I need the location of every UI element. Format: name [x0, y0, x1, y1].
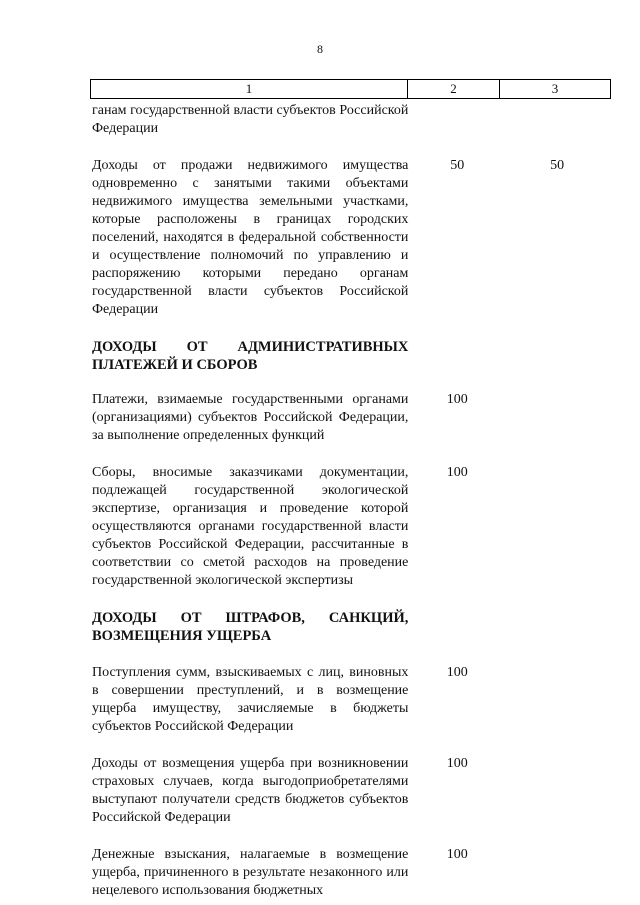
table-row — [92, 464, 612, 590]
section-heading-text: ДОХОДЫ ОТ АДМИНИСТРАТИВНЫХ ПЛАТЕЖЕЙ И СБОРОВ — [92, 339, 409, 373]
page-number: 8 — [317, 42, 323, 56]
table-row — [92, 391, 612, 445]
table-row — [92, 846, 612, 900]
row-description: ганам государственной власти субъектов Российской Федерации — [92, 103, 409, 136]
row-value-col2: 100 — [446, 665, 468, 680]
row-value-col2: 100 — [446, 756, 468, 771]
section-heading-text: ДОХОДЫ ОТ ШТРАФОВ, САНКЦИЙ, ВОЗМЕЩЕНИЯ УЩЕРБА — [92, 610, 409, 644]
column-3-header: 3 — [500, 80, 611, 99]
table-row — [92, 755, 612, 827]
row-description: Денежные взыскания, налагаемые в возмещение ущерба, причиненного в результате незаконного или нецелевого использования бюджетных — [92, 847, 409, 898]
row-description: Доходы от продажи недвижимого имущества одновременно с занятыми такими объектами недвижимого имущества земельными участками, которые расположены в границах городских поселений, находятся в федеральной собственности и осуществление полномочий по управлению и распоряжению которыми передано органам государственной власти субъектов Российской Федерации — [92, 158, 409, 317]
column-2-header: 2 — [408, 80, 500, 99]
row-value-col2: 100 — [446, 847, 468, 862]
row-value-col2: 100 — [446, 392, 468, 407]
table-header — [90, 79, 611, 99]
row-description: Доходы от возмещения ущерба при возникновении страховых случаев, когда выгодоприобретателями выступают получатели средств бюджетов субъектов Российской Федерации — [92, 756, 409, 825]
row-description: Поступления сумм, взыскиваемых с лиц, виновных в совершении преступлений, и в возмещение ущерба имуществу, зачисляемые в бюджеты субъектов Российской Федерации — [92, 665, 409, 734]
column-1-header: 1 — [91, 80, 408, 99]
table-row — [92, 102, 612, 138]
table-row — [92, 157, 612, 319]
row-value-col3: 50 — [550, 158, 565, 173]
row-value-col2: 100 — [446, 465, 468, 480]
section-heading — [92, 609, 612, 645]
section-heading — [92, 338, 612, 374]
row-description: Сборы, вносимые заказчиками документации, подлежащей государственной экологической экспертизе, организация и проведение которой осуществляются органами государственной власти субъектов Российской Федерации, рассчитанные в соответствии со сметой расходов на проведение государственной экологической экспертизы — [92, 465, 409, 588]
row-value-col2: 50 — [450, 158, 465, 173]
table-body — [92, 102, 612, 900]
table-row — [92, 664, 612, 736]
row-description: Платежи, взимаемые государственными органами (организациями) субъектов Российской Федерации, за выполнение определенных функций — [92, 392, 409, 443]
